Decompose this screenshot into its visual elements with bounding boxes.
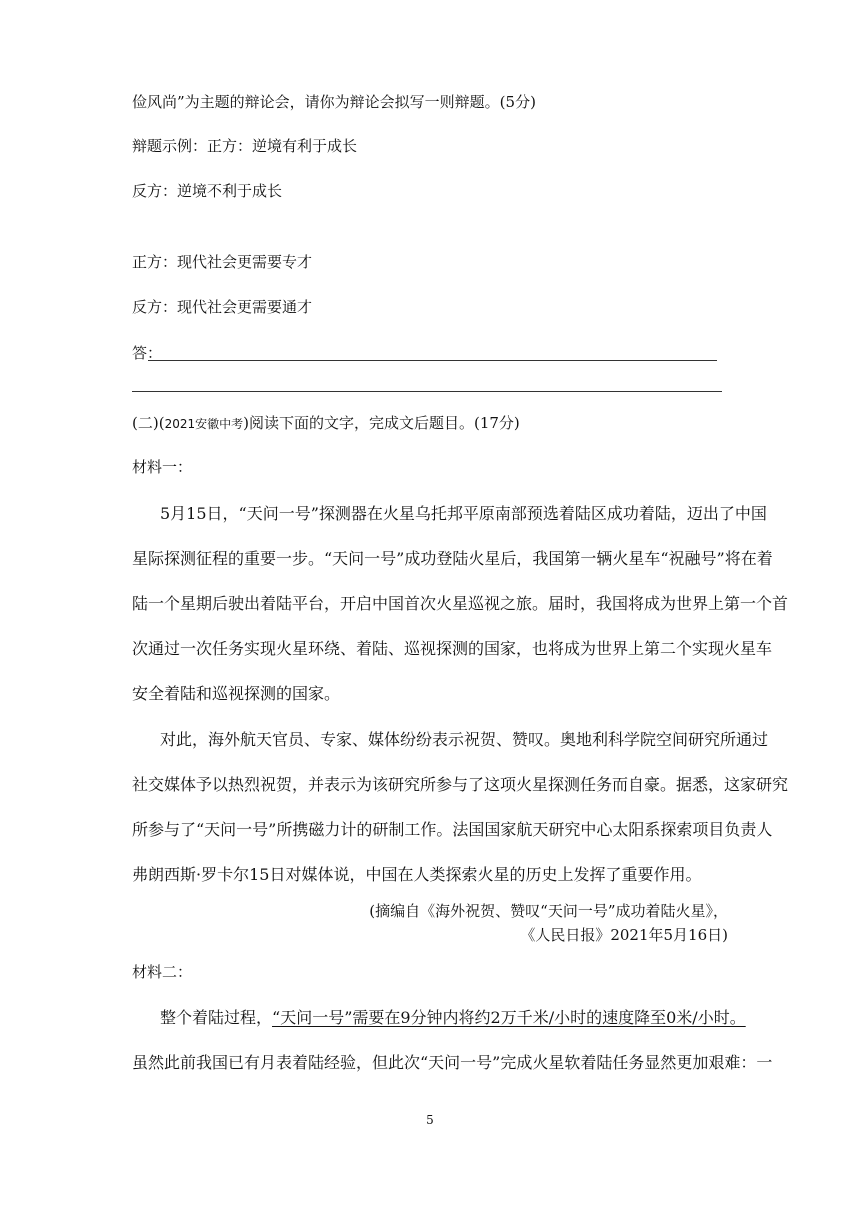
answer-pro-text: 现代社会更需要专才 <box>177 253 313 271</box>
section-suffix: )阅读下面的文字，完成文后题目。(17分) <box>243 414 520 432</box>
material2-p2-line: 虽然此前我国已有月表着陆经验，但此次“天问一号”完成火星软着陆任务显然更加艰难：一 <box>132 1053 773 1072</box>
material1-p1-line: 次通过一次任务实现火星环绕、着陆、巡视探测的国家，也将成为世界上第二个实现火星车 <box>132 639 773 658</box>
material1-p1-line: 5月15日，“天问一号”探测器在火星乌托邦平原南部预选着陆区成功着陆，迈出了中国 <box>160 504 767 523</box>
page-number: 5 <box>426 1113 434 1127</box>
example-pro-text: 逆境有利于成长 <box>252 137 358 155</box>
pro-label: 正方： <box>132 253 178 271</box>
con-label-2: 反方： <box>132 298 178 316</box>
answer-topic-con <box>132 297 312 317</box>
material2-p1-plain: 整个着陆过程， <box>160 1008 273 1027</box>
material1-p1-line: 陆一个星期后驶出着陆平台，开启中国首次火星巡视之旅。届时，我国将成为世界上第一个首 <box>132 594 789 613</box>
answer-line-1[interactable] <box>148 360 717 361</box>
section-heading <box>132 413 520 434</box>
material2-p1-line <box>160 1008 746 1028</box>
example-topic-pro <box>132 136 357 156</box>
material1-p1-line: 星际探测征程的重要一步。“天问一号”成功登陆火星后，我国第一辆火星车“祝融号”将在着 <box>132 549 773 568</box>
con-label: 反方： <box>132 182 178 200</box>
answer-label: 答： <box>132 344 163 362</box>
intro-line: 俭风尚”为主题的辩论会，请你为辩论会拟写一则辩题。(5分) <box>132 93 536 111</box>
answer-line-2[interactable] <box>132 391 722 392</box>
citation-line-2: 《人民日报》2021年5月16日) <box>520 926 728 944</box>
material1-label: 材料一： <box>132 458 193 476</box>
material1-p2-line: 社交媒体予以热烈祝贺，并表示为该研究所参与了这项火星探测任务而自豪。据悉，这家研究 <box>132 775 789 794</box>
section-source: 2021安徽中考 <box>164 417 244 431</box>
material2-label: 材料二： <box>132 963 193 981</box>
answer-topic-pro <box>132 252 312 272</box>
citation-line-1: (摘编自《海外祝贺、赞叹“天问一号”成功着陆火星》， <box>369 902 728 920</box>
material2-p1-underlined: “天问一号”需要在9分钟内将约2万千米/小时的速度降至0米/小时。 <box>272 1008 746 1027</box>
material1-p2-line: 弗朗西斯·罗卡尔15日对媒体说，中国在人类探索火星的历史上发挥了重要作用。 <box>132 865 702 884</box>
example-con-text: 逆境不利于成长 <box>177 182 283 200</box>
answer-con-text: 现代社会更需要通才 <box>177 298 313 316</box>
section-prefix: (二)( <box>132 414 165 432</box>
material1-p1-line: 安全着陆和巡视探测的国家。 <box>132 684 341 703</box>
example-label: 辩题示例：正方： <box>132 137 253 155</box>
example-topic-con <box>132 181 282 201</box>
material1-p2-line: 所参与了“天问一号”所携磁力计的研制工作。法国国家航天研究中心太阳系探索项目负责人 <box>132 820 773 839</box>
material1-p2-line: 对此，海外航天官员、专家、媒体纷纷表示祝贺、赞叹。奥地利科学院空间研究所通过 <box>160 730 769 749</box>
